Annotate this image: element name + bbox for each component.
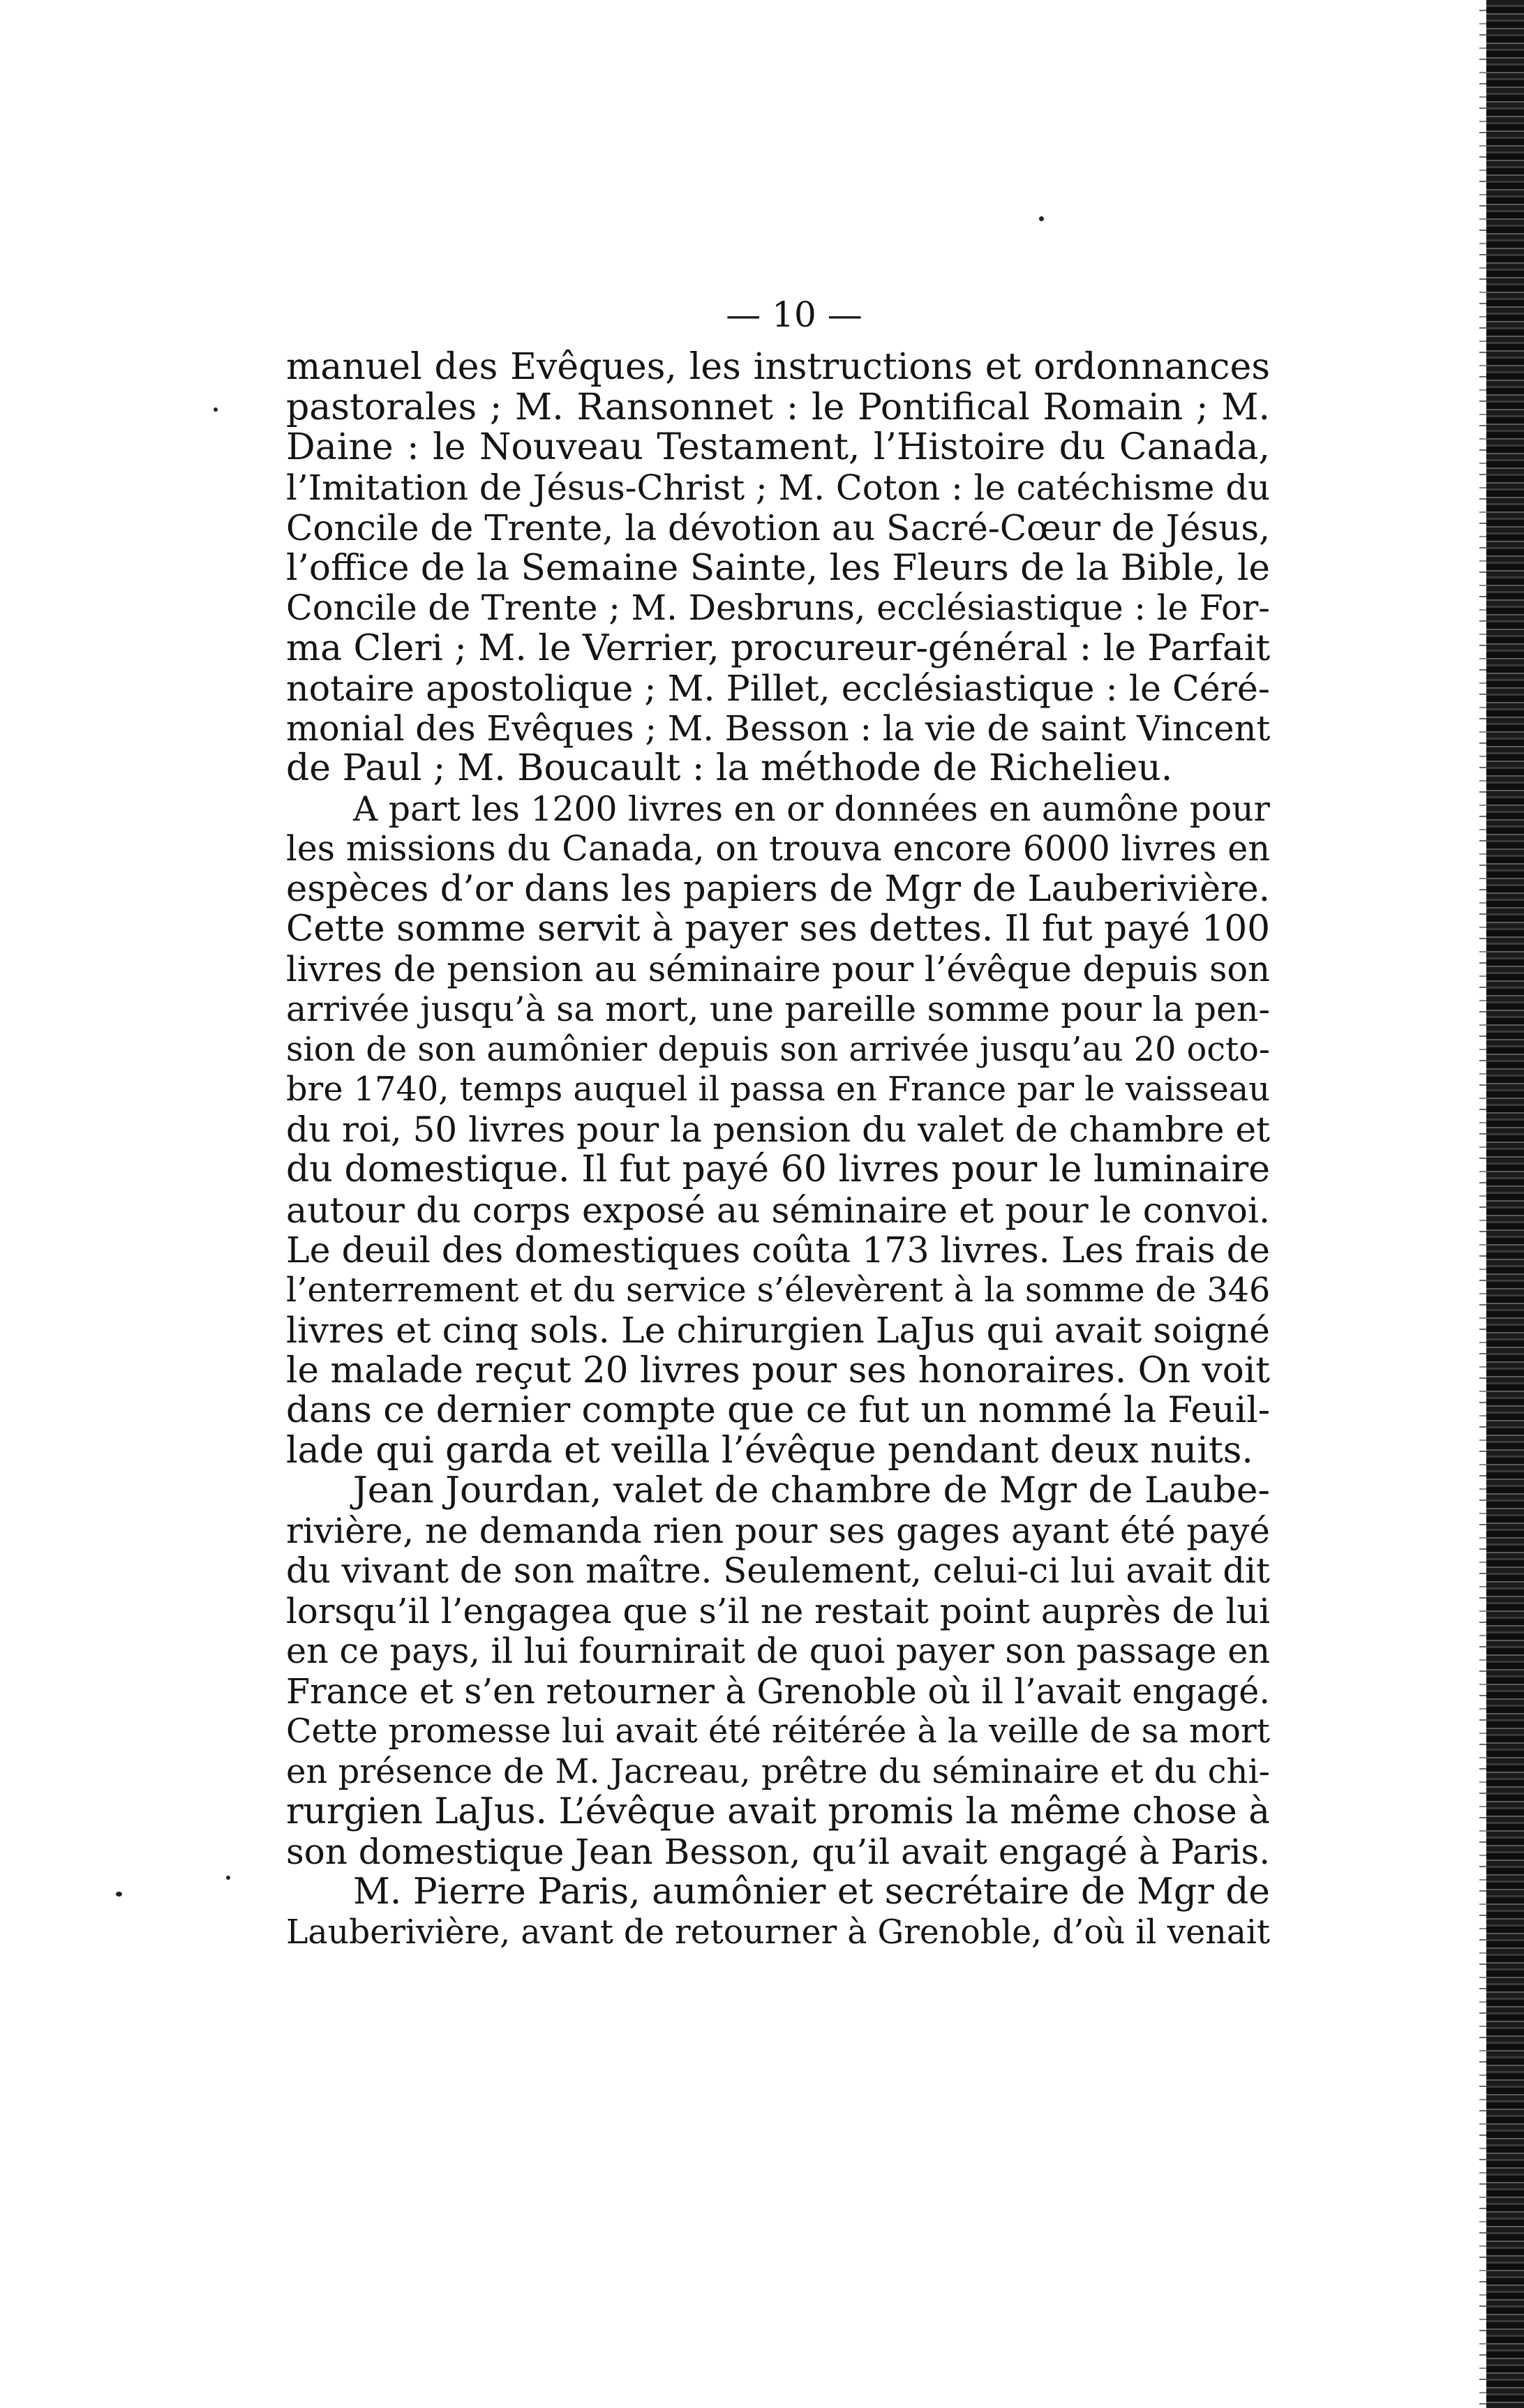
book-spine-edge	[1486, 0, 1524, 2408]
page-edge-shadow	[1479, 0, 1486, 2408]
text-line: monial des Evêques ; M. Besson : la vie de saint Vincent	[286, 708, 1271, 749]
text-line: lorsqu’il l’engagea que s’il ne restait point auprès de lui	[286, 1590, 1270, 1631]
text-line: Concile de Trente, la dévotion au Sacré-Cœur de Jésus,	[286, 507, 1270, 548]
text-line: rivière, ne demanda rien pour ses gages ayant été payé	[286, 1510, 1270, 1551]
text-line: Lauberivière, avant de retourner à Grenoble, d’où il venait	[286, 1913, 1270, 1952]
speck-mark	[116, 1892, 122, 1897]
text-line: espèces d’or dans les papiers de Mgr de Lauberivière.	[286, 868, 1270, 910]
text-line: France et s’en retourner à Grenoble où il l’avait engagé.	[286, 1670, 1270, 1712]
text-line: pastorales ; M. Ransonnet : le Pontifical Romain ; M.	[286, 386, 1270, 428]
text-line: notaire apostolique ; M. Pillet, ecclésiastique : le Céré-	[286, 668, 1270, 709]
text-line: A part les 1200 livres en or données en aumône pour	[353, 788, 1270, 829]
text-line: dans ce dernier compte que ce fut un nommé la Feuil-	[286, 1389, 1271, 1431]
text-line: Le deuil des domestiques coûta 173 livres. Les frais de	[286, 1229, 1270, 1271]
body-text	[286, 347, 1270, 1952]
text-line: l’Imitation de Jésus-Christ ; M. Coton : le catéchisme du	[286, 467, 1270, 508]
page-number: — 10 —	[726, 294, 862, 335]
text-line: arrivée jusqu’à sa mort, une pareille somme pour la pen-	[286, 989, 1270, 1029]
text-line: livres de pension au séminaire pour l’évêque depuis son	[286, 948, 1270, 989]
text-line: Cette promesse lui avait été réitérée à la veille de sa mort	[286, 1712, 1270, 1751]
text-line: rurgien LaJus. L’évêque avait promis la même chose à	[286, 1790, 1270, 1832]
text-line: sion de son aumônier depuis son arrivée jusqu’au 20 octo-	[286, 1030, 1270, 1069]
text-line: du vivant de son maître. Seulement, celui-ci lui avait dit	[286, 1550, 1270, 1591]
text-line: l’enterrement et du service s’élevèrent à la somme de 346	[286, 1271, 1271, 1310]
text-line: Daine : le Nouveau Testament, l’Histoire du Canada,	[286, 426, 1270, 468]
text-line: du domestique. Il fut payé 60 livres pour le luminaire	[286, 1149, 1270, 1190]
text-line: son domestique Jean Besson, qu’il avait engagé à Paris.	[286, 1831, 1271, 1872]
text-line: de Paul ; M. Boucault : la méthode de Richelieu.	[286, 747, 1173, 789]
text-line: Concile de Trente ; M. Desbruns, ecclésiastique : le For-	[286, 588, 1270, 628]
text-line: M. Pierre Paris, aumônier et secrétaire de Mgr de	[353, 1871, 1270, 1913]
speck-mark	[1039, 216, 1044, 221]
text-line: autour du corps exposé au séminaire et pour le convoi.	[286, 1189, 1271, 1231]
text-line: le malade reçut 20 livres pour ses honoraires. On voit	[286, 1349, 1270, 1391]
speck-mark	[226, 1876, 230, 1880]
text-line: en présence de M. Jacreau, prêtre du séminaire et du chi-	[286, 1751, 1270, 1791]
text-line: ma Cleri ; M. le Verrier, procureur-général : le Parfait	[286, 627, 1271, 669]
text-line: livres et cinq sols. Le chirurgien LaJus qui avait soigné	[286, 1310, 1270, 1351]
text-line: lade qui garda et veilla l’évêque pendant deux nuits.	[286, 1429, 1253, 1472]
text-line: Jean Jourdan, valet de chambre de Mgr de Laube-	[353, 1470, 1270, 1511]
text-line: en ce pays, il lui fournirait de quoi payer son passage en	[286, 1631, 1270, 1671]
text-line: l’office de la Semaine Sainte, les Fleurs de la Bible, le	[286, 546, 1270, 589]
speck-mark	[214, 407, 218, 412]
text-line: manuel des Evêques, les instructions et ordonnances	[286, 346, 1270, 388]
text-line: du roi, 50 livres pour la pension du valet de chambre et	[286, 1109, 1271, 1150]
text-line: Cette somme servit à payer ses dettes. Il fut payé 100	[286, 908, 1270, 950]
text-line: bre 1740, temps auquel il passa en France par le vaisseau	[286, 1070, 1270, 1109]
text-line: les missions du Canada, on trouva encore 6000 livres en	[286, 828, 1270, 869]
